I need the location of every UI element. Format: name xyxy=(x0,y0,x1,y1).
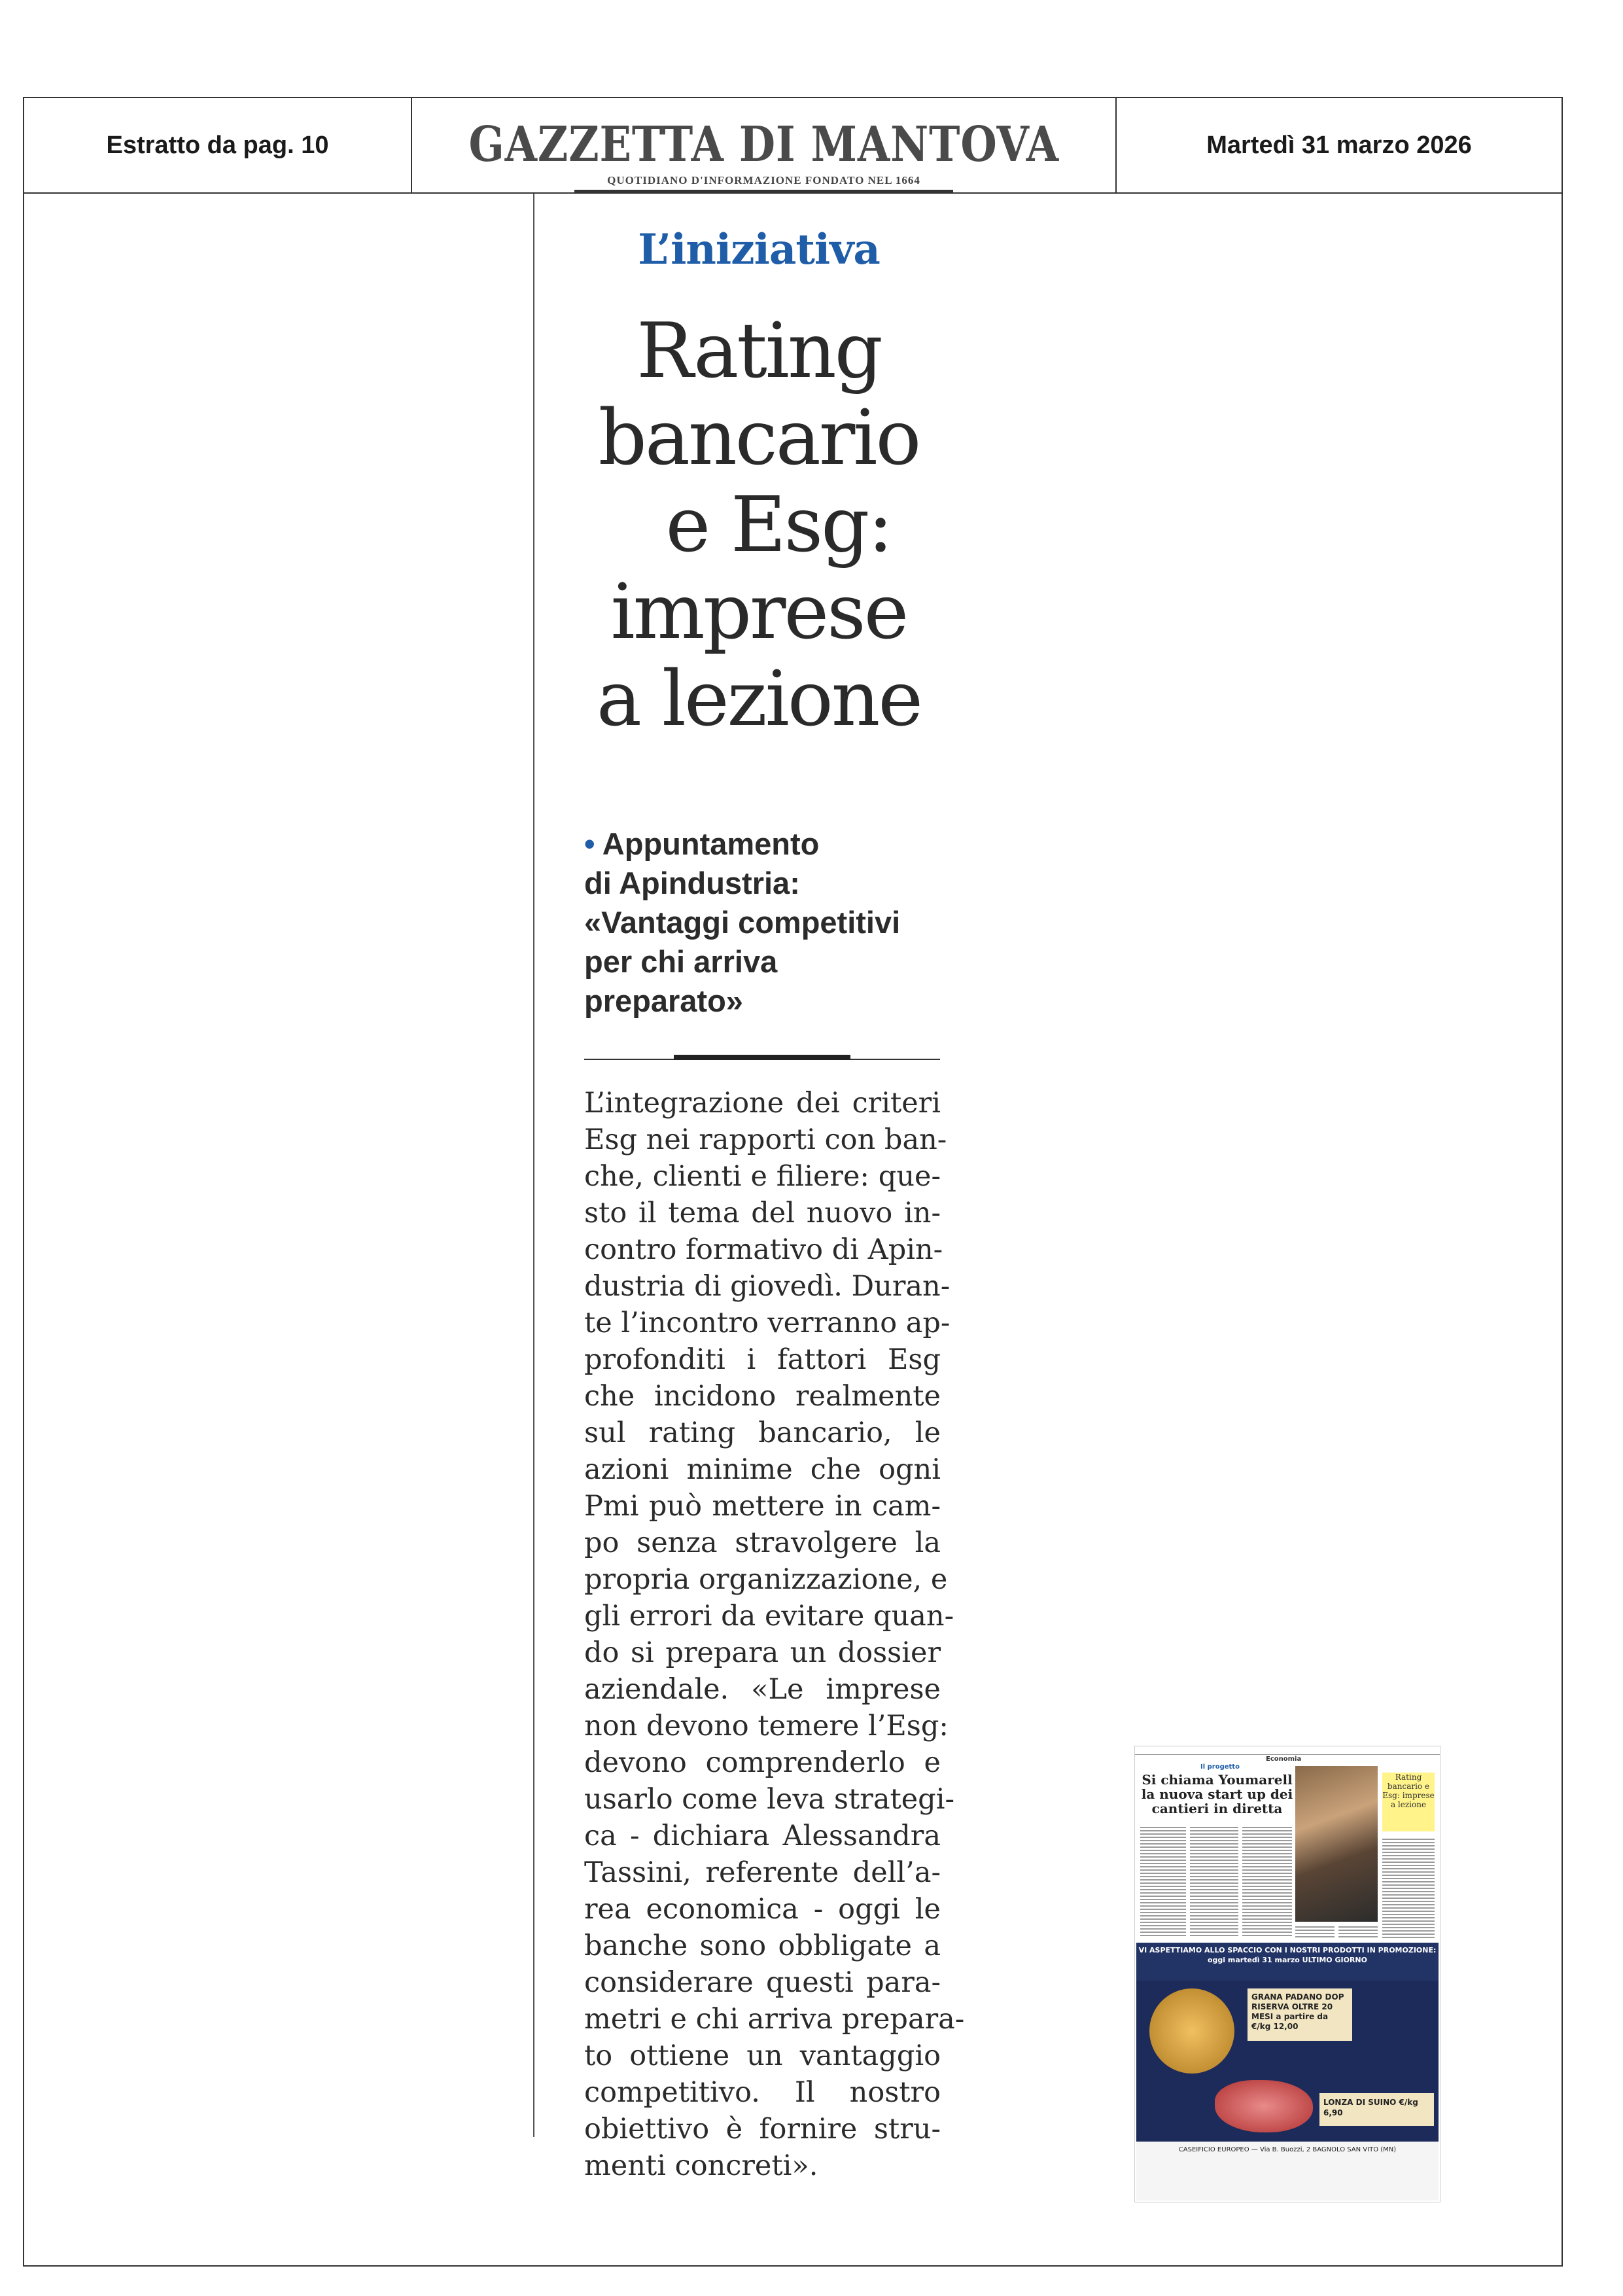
newspaper-masthead: GAZZETTA DI MANTOVA xyxy=(468,116,1059,173)
body-line: sul rating bancario, le xyxy=(584,1417,941,1449)
thumbnail-photo xyxy=(1295,1766,1378,1922)
body-line: contro formativo di Apin- xyxy=(584,1233,943,1266)
body-line: po senza stravolgere la xyxy=(584,1527,941,1559)
subhead-line: «Vantaggi competitivi xyxy=(584,905,901,940)
subhead-line: preparato» xyxy=(584,983,743,1018)
body-line: gli errori da evitare quan- xyxy=(584,1600,954,1633)
cheese-wheel-icon xyxy=(1149,1988,1234,2074)
body-line: menti concreti». xyxy=(584,2149,818,2182)
thumbnail-side-column xyxy=(1382,1766,1439,1923)
body-line: Tassini, referente dell’a- xyxy=(584,1856,941,1889)
body-line: ca - dichiara Alessandra xyxy=(584,1820,941,1852)
thumbnail-top-rule xyxy=(1135,1746,1440,1755)
body-line: propria organizzazione, e xyxy=(584,1563,948,1596)
thumbnail-advertisement xyxy=(1136,1943,1439,2200)
thumbnail-text-block xyxy=(1140,1825,1186,1936)
body-line: considerare questi para- xyxy=(584,1966,941,1999)
headline-line: e Esg: xyxy=(665,481,892,569)
article-body xyxy=(584,1085,965,2184)
thumbnail-text-block xyxy=(1242,1825,1292,1936)
body-line: L’integrazione dei criteri xyxy=(584,1087,941,1120)
body-line: non devono temere l’Esg: xyxy=(584,1710,949,1742)
subhead-line: • Appuntamento xyxy=(584,826,820,861)
masthead-subtitle: QUOTIDIANO D'INFORMAZIONE FONDATO NEL 1664 xyxy=(574,173,953,192)
body-line: to ottiene un vantaggio xyxy=(584,2040,941,2072)
masthead-block xyxy=(412,98,1117,192)
body-line: rea economica - oggi le xyxy=(584,1893,941,1926)
body-line: profonditi i fattori Esg xyxy=(584,1343,941,1376)
headline-line: a lezione xyxy=(596,655,922,743)
thumbnail-text-block xyxy=(1382,1837,1435,1938)
column-divider xyxy=(533,194,534,2137)
ad-product-grana: GRANA PADANO DOP RISERVA OLTRE 20 MESI a partire da €/kg 12,00 xyxy=(1248,1988,1352,2041)
subhead-line: per chi arriva xyxy=(584,944,778,979)
ad-banner-text: VI ASPETTIAMO ALLO SPACCIO CON I NOSTRI PRODOTTI IN PROMOZIONE: oggi martedì 31 marzo ULTIMO GIORNO xyxy=(1136,1943,1439,1981)
meat-icon xyxy=(1215,2080,1313,2132)
body-line: aziendale. «Le imprese xyxy=(584,1673,941,1706)
ad-product-lonza: LONZA DI SUINO €/kg 6,90 xyxy=(1319,2093,1434,2126)
separator-accent xyxy=(674,1055,850,1060)
body-line: obiettivo è fornire stru- xyxy=(584,2113,941,2146)
headline-line: imprese xyxy=(610,568,907,656)
publication-date: Martedì 31 marzo 2026 xyxy=(1206,131,1472,159)
article-headline xyxy=(576,308,942,743)
extract-page-label: Estratto da pag. 10 xyxy=(24,98,412,192)
body-line: competitivo. Il nostro xyxy=(584,2076,941,2109)
thumbnail-text-block xyxy=(1295,1924,1335,1939)
body-line: dustria di giovedì. Duran- xyxy=(584,1270,951,1303)
body-line: banche sono obbligate a xyxy=(584,1930,941,1962)
article-kicker: L’iniziativa xyxy=(638,225,880,274)
body-line: che incidono realmente xyxy=(584,1380,941,1413)
article-subheadline xyxy=(584,824,951,1021)
thumbnail-text-block xyxy=(1338,1924,1378,1939)
body-line: Pmi può mettere in cam- xyxy=(584,1490,941,1523)
body-line: usarlo come leva strategi- xyxy=(584,1783,954,1816)
body-line: metri e chi arriva prepara- xyxy=(584,2003,965,2036)
thumbnail-section: Economia xyxy=(1266,1756,1302,1763)
body-line: devono comprenderlo e xyxy=(584,1746,941,1779)
ad-footer: CASEIFICIO EUROPEO — Via B. Buozzi, 2 BAGNOLO SAN VITO (MN) xyxy=(1136,2142,1439,2200)
thumbnail-side-headline: Rating bancario e Esg: imprese a lezione xyxy=(1382,1773,1435,1831)
thumbnail-kicker: Il progetto xyxy=(1200,1763,1240,1771)
clipping-header xyxy=(23,97,1563,194)
body-line: do si prepara un dossier xyxy=(584,1636,941,1669)
body-line: che, clienti e filiere: que- xyxy=(584,1160,941,1193)
thumbnail-text-block xyxy=(1190,1825,1238,1936)
headline-line: bancario xyxy=(598,394,920,482)
bullet-icon: • xyxy=(584,826,595,861)
body-line: azioni minime che ogni xyxy=(584,1453,941,1486)
body-line: sto il tema del nuovo in- xyxy=(584,1197,941,1229)
body-line: te l’incontro verranno ap- xyxy=(584,1307,951,1339)
body-line: Esg nei rapporti con ban- xyxy=(584,1123,947,1156)
page-thumbnail xyxy=(1134,1746,1440,2202)
thumbnail-headline: Si chiama Youmarell la nuova start up dei cantieri in diretta xyxy=(1141,1772,1293,1816)
subhead-line: di Apindustria: xyxy=(584,866,800,900)
headline-line: Rating xyxy=(637,307,881,395)
